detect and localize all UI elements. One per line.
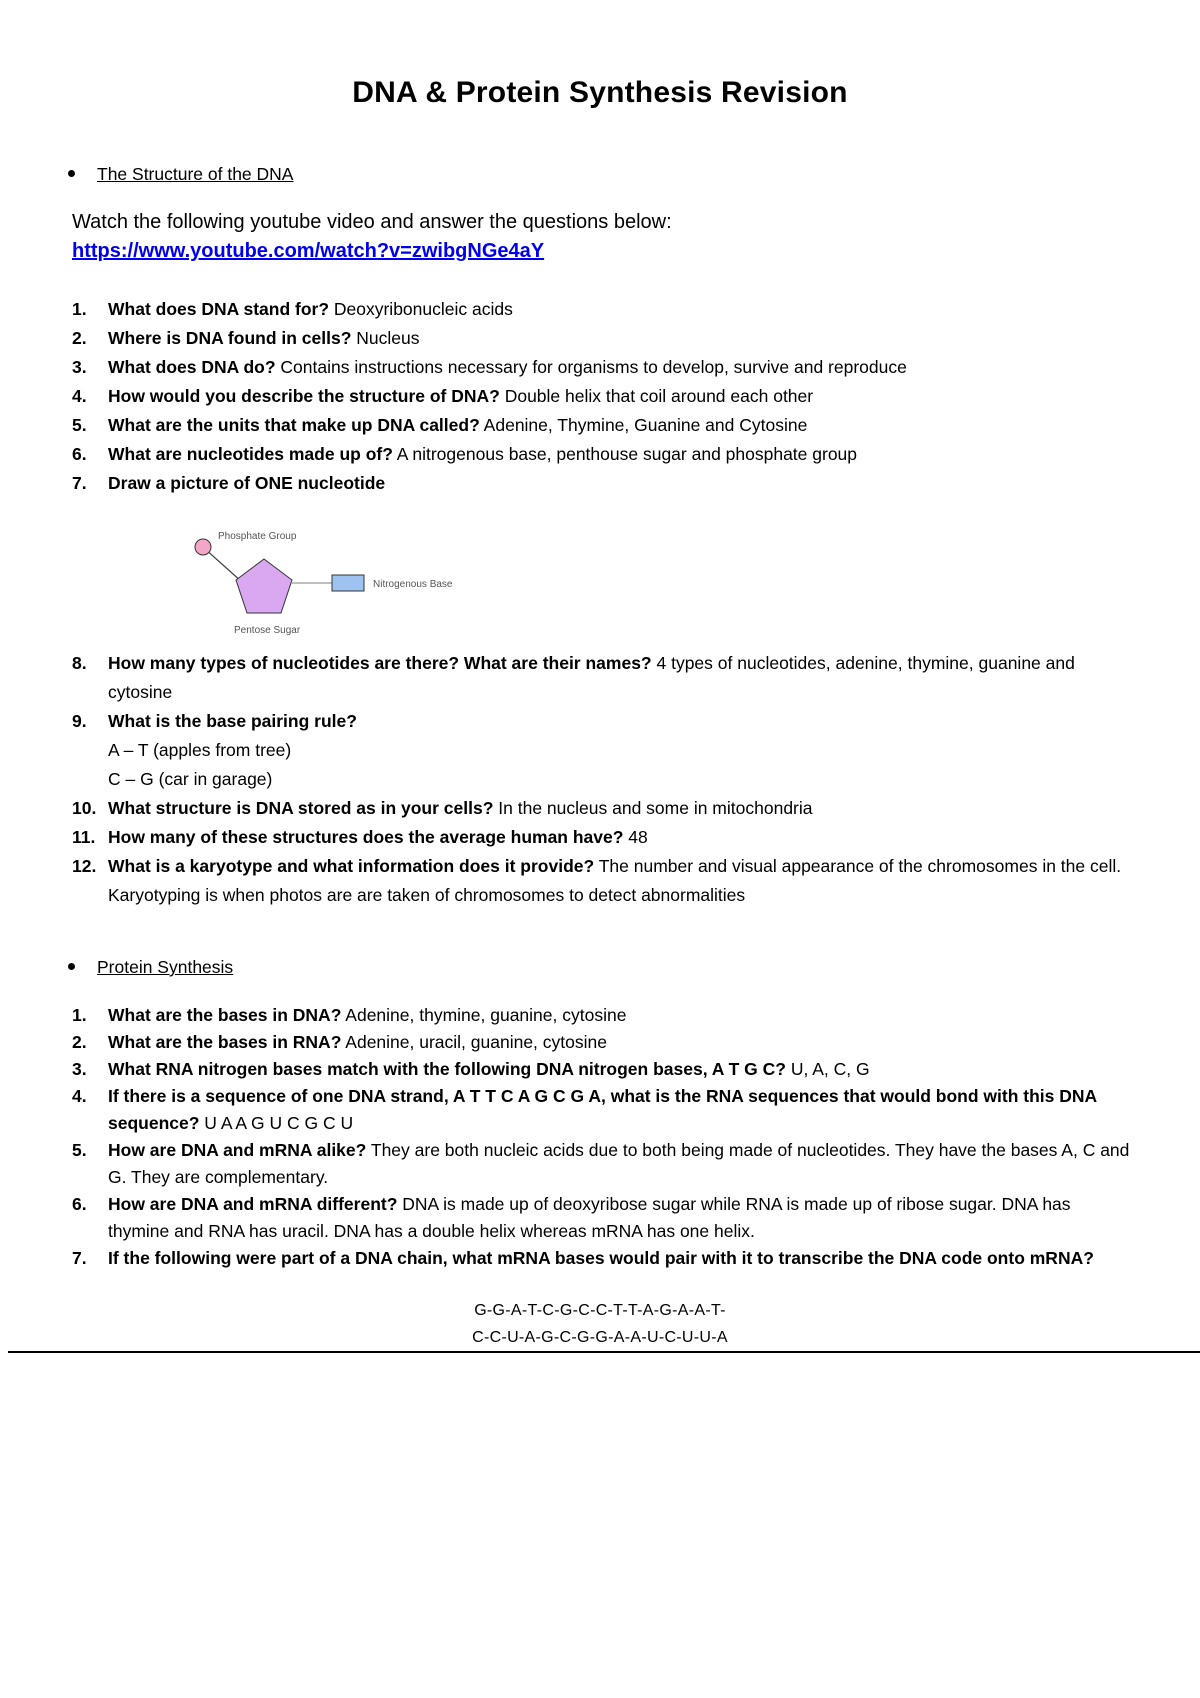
question-text: If the following were part of a DNA chain, what mRNA bases would pair with it to transcribe the DNA code onto mRNA? [108, 1248, 1094, 1268]
question-number: 4. [72, 1086, 87, 1106]
question-number: 5. [72, 1140, 87, 1160]
answer-text: Adenine, Thymine, Guanine and Cytosine [479, 415, 808, 435]
question-text: What RNA nitrogen bases match with the following DNA nitrogen bases, A T G C? [108, 1059, 786, 1079]
question-number: 8. [72, 653, 87, 673]
intro-block [72, 208, 672, 266]
question-body [108, 1002, 1132, 1029]
structure-questions-list-2 [72, 649, 1132, 910]
question-text: What structure is DNA stored as in your cells? [108, 798, 494, 818]
bullet-icon [68, 170, 75, 177]
youtube-link[interactable]: https://www.youtube.com/watch?v=zwibgNGe4aY [72, 240, 545, 262]
question-item [72, 324, 1132, 353]
question-number: 2. [72, 328, 87, 348]
question-item [72, 1191, 1132, 1245]
question-body [108, 382, 1132, 411]
answer-text: They are both nucleic acids due to both being made of nucleotides. They have the bases A, C and G. They are complementary. [108, 1140, 1130, 1187]
question-text: How are DNA and mRNA alike? [108, 1140, 367, 1160]
question-item [72, 1029, 1132, 1056]
question-text: Where is DNA found in cells? [108, 328, 352, 348]
pentose-sugar-icon [236, 559, 292, 613]
question-body [108, 295, 1132, 324]
nitrogenous-base-label: Nitrogenous Base [373, 579, 453, 590]
answer-text: 4 types of nucleotides, adenine, thymine, guanine and cytosine [108, 653, 1075, 702]
question-text: What are the bases in RNA? [108, 1032, 342, 1052]
question-text: Draw a picture of ONE nucleotide [108, 473, 386, 493]
question-item [72, 382, 1132, 411]
question-text: What is the base pairing rule? [108, 711, 357, 731]
mrna-chain-sequence: C-C-U-A-G-C-G-G-A-A-U-C-U-U-A [472, 1329, 728, 1346]
phosphate-group-icon [195, 539, 211, 555]
horizontal-divider [8, 1351, 1200, 1353]
question-number: 7. [72, 1248, 87, 1268]
question-number: 2. [72, 1032, 87, 1052]
question-item [72, 469, 1132, 498]
section-heading-label: Protein Synthesis [97, 957, 234, 977]
question-item [72, 353, 1132, 382]
question-text: What are nucleotides made up of? [108, 444, 393, 464]
question-body [108, 411, 1132, 440]
answer-line: C – G (car in garage) [108, 769, 273, 789]
answer-text: 48 [623, 827, 648, 847]
question-text: What are the bases in DNA? [108, 1005, 342, 1025]
question-body [108, 353, 1132, 382]
answer-line: A – T (apples from tree) [108, 740, 292, 760]
question-text: What are the units that make up DNA called? [108, 415, 480, 435]
answer-text: Adenine, uracil, guanine, cytosine [341, 1032, 607, 1052]
answer-text: The number and visual appearance of the chromosomes in the cell. Karyotyping is when photos are are taken of chromosomes to detect abnormalities [108, 856, 1122, 905]
answer-text: Nucleus [351, 328, 420, 348]
question-item [72, 440, 1132, 469]
question-number: 6. [72, 444, 87, 464]
question-text: How are DNA and mRNA different? [108, 1194, 398, 1214]
section-heading-label: The Structure of the DNA [97, 164, 294, 184]
question-body [108, 794, 1132, 823]
question-item [72, 852, 1132, 910]
question-body [108, 469, 1132, 498]
question-text: How would you describe the structure of DNA? [108, 386, 500, 406]
page-title: DNA & Protein Synthesis Revision [352, 76, 848, 109]
question-item [72, 1083, 1132, 1137]
question-item [72, 1137, 1132, 1191]
question-item [72, 1002, 1132, 1029]
pentose-sugar-label: Pentose Sugar [234, 625, 301, 636]
section-heading-protein [68, 957, 233, 978]
question-body [108, 1137, 1132, 1191]
question-text: If there is a sequence of one DNA strand, A T T C A G C G A, what is the RNA sequences that would bond with this DNA sequence? [108, 1086, 1097, 1133]
question-item [72, 1245, 1132, 1272]
question-number: 4. [72, 386, 87, 406]
question-body [108, 823, 1132, 852]
question-item [72, 1056, 1132, 1083]
question-number: 6. [72, 1194, 87, 1214]
protein-questions-list [72, 1002, 1132, 1272]
question-item [72, 707, 1132, 794]
answer-text: Contains instructions necessary for organisms to develop, survive and reproduce [275, 357, 907, 377]
question-number: 10. [72, 798, 97, 818]
answer-text: In the nucleus and some in mitochondria [493, 798, 813, 818]
question-number: 5. [72, 415, 87, 435]
answer-text: Double helix that coil around each other [499, 386, 814, 406]
question-number: 3. [72, 1059, 87, 1079]
question-item [72, 411, 1132, 440]
question-number: 1. [72, 299, 87, 319]
question-body [108, 1029, 1132, 1056]
question-item [72, 649, 1132, 707]
phosphate-bond-line [204, 548, 242, 582]
answer-text: U A A G U C G C U [199, 1113, 354, 1133]
question-text: What does DNA stand for? [108, 299, 330, 319]
question-body [108, 440, 1132, 469]
answer-text: Deoxyribonucleic acids [329, 299, 513, 319]
nucleotide-diagram [180, 520, 480, 638]
intro-text: Watch the following youtube video and answer the questions below: [72, 211, 672, 233]
question-body [108, 324, 1132, 353]
question-text: What does DNA do? [108, 357, 276, 377]
question-body [108, 1056, 1132, 1083]
question-number: 12. [72, 856, 97, 876]
question-body [108, 1083, 1132, 1137]
question-item [72, 823, 1132, 852]
question-number: 1. [72, 1005, 87, 1025]
structure-questions-list [72, 295, 1132, 498]
nitrogenous-base-icon [332, 575, 364, 591]
question-item [72, 295, 1132, 324]
question-body [108, 1245, 1132, 1272]
bullet-icon [68, 963, 75, 970]
question-text: What is a karyotype and what information does it provide? [108, 856, 595, 876]
question-text: How many types of nucleotides are there? What are their names? [108, 653, 652, 673]
section-heading-structure [68, 164, 293, 185]
answer-text: Adenine, thymine, guanine, cytosine [341, 1005, 627, 1025]
question-number: 9. [72, 711, 87, 731]
question-number: 7. [72, 473, 87, 493]
question-body [108, 1191, 1132, 1245]
answer-text: U, A, C, G [786, 1059, 870, 1079]
answer-text: A nitrogenous base, penthouse sugar and phosphate group [392, 444, 858, 464]
question-number: 11. [72, 827, 96, 847]
phosphate-group-label: Phosphate Group [218, 531, 297, 542]
question-body [108, 707, 1132, 794]
question-item [72, 794, 1132, 823]
question-text: How many of these structures does the average human have? [108, 827, 624, 847]
answer-text: DNA is made up of deoxyribose sugar while RNA is made up of ribose sugar. DNA has thymine and RNA has uracil. DNA has a double helix whereas mRNA has one helix. [108, 1194, 1071, 1241]
dna-chain-sequence: G-G-A-T-C-G-C-C-T-T-A-G-A-A-T- [474, 1302, 726, 1319]
question-body [108, 649, 1132, 707]
question-number: 3. [72, 357, 87, 377]
question-body [108, 852, 1132, 910]
